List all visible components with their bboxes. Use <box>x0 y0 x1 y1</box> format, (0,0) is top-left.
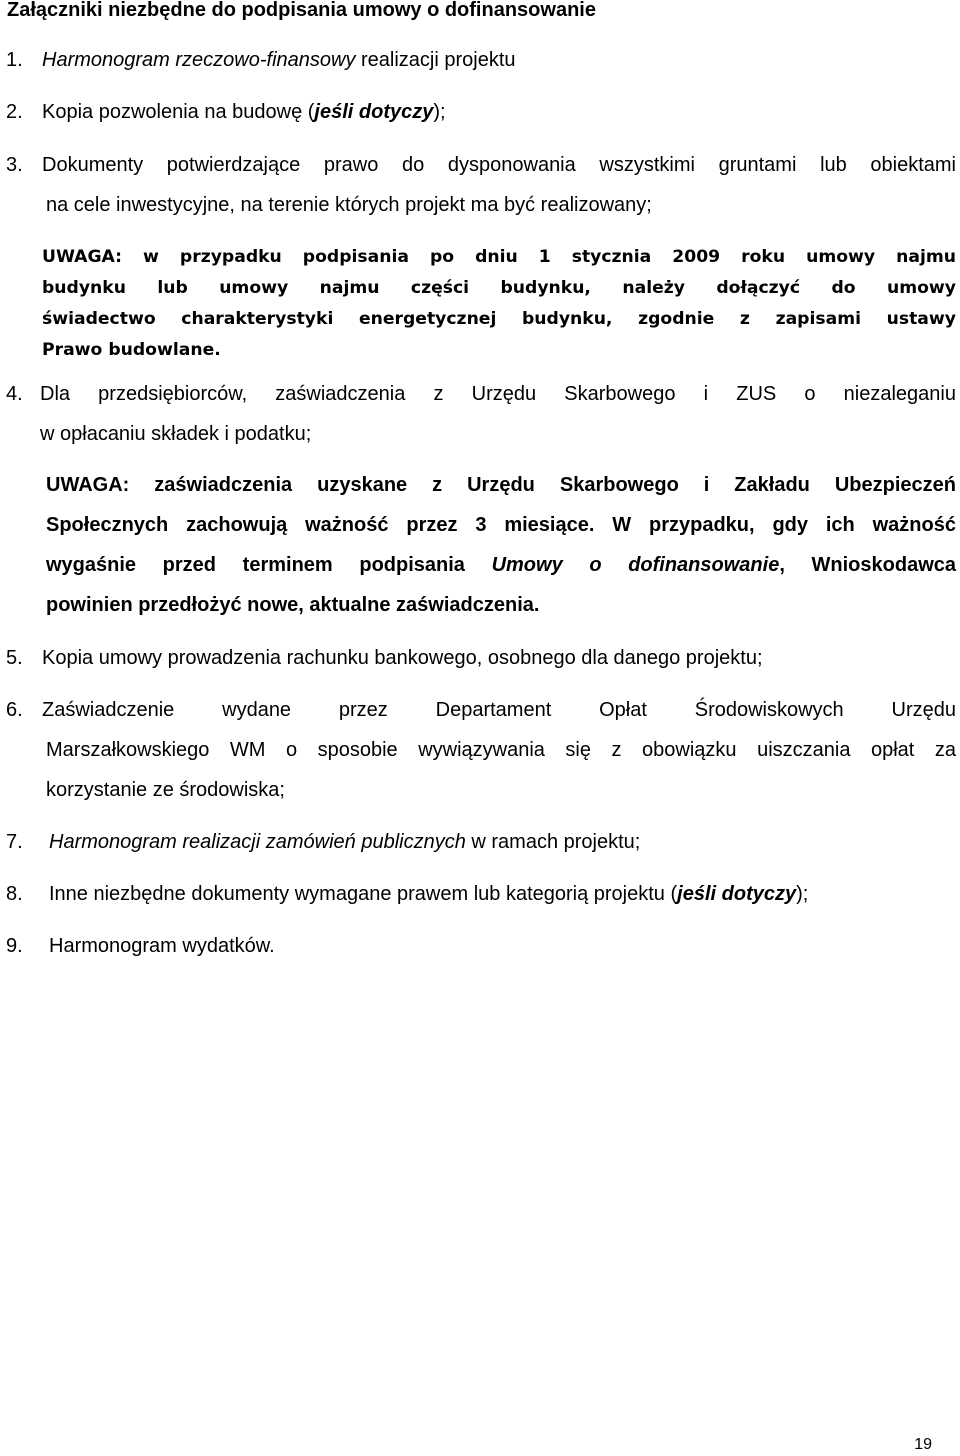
list-item-number: 9. <box>6 935 23 957</box>
list-item-text <box>42 49 516 72</box>
list-item-line-2: w opłacaniu składek i podatku; <box>40 423 312 445</box>
list-item-line-2: na cele inwestycyjne, na terenie których projekt ma być realizowany; <box>46 194 652 216</box>
list-item-number: 8. <box>6 883 23 905</box>
list-item-rest: realizacji projektu <box>355 49 516 71</box>
list-item-line-1: Dla przedsiębiorców, zaświadczenia z Urzędu Skarbowego i ZUS o niezaleganiu <box>40 383 956 405</box>
list-item-post: ); <box>796 883 809 905</box>
list-item-line-3: korzystanie ze środowiska; <box>46 779 285 801</box>
list-item-text <box>42 101 446 124</box>
list-item-pre: Inne niezbędne dokumenty wymagane prawem lub kategorią projektu ( <box>49 883 678 905</box>
list-item-number: 2. <box>6 101 23 123</box>
list-item-number: 1. <box>6 49 23 71</box>
page-number: 19 <box>914 1436 932 1453</box>
document-title-italic: Harmonogram rzeczowo-finansowy <box>42 49 356 71</box>
list-item-number: 7. <box>6 831 23 853</box>
note-line-4: Prawo budowlane. <box>42 340 221 360</box>
page-title: Załączniki niezbędne do podpisania umowy o dofinansowanie <box>7 0 596 21</box>
list-item-number: 5. <box>6 647 23 669</box>
note-line-3: świadectwo charakterystyki energetycznej budynku, zgodnie z zapisami ustawy <box>42 309 956 329</box>
list-item-number: 6. <box>6 699 23 721</box>
note-line-1: UWAGA: w przypadku podpisania po dniu 1 stycznia 2009 roku umowy najmu <box>42 247 956 267</box>
list-item-rest: w ramach projektu; <box>465 831 641 853</box>
list-item-post: ); <box>433 101 446 123</box>
list-item-text <box>49 883 808 906</box>
list-item-number: 3. <box>6 154 23 176</box>
document-title-italic: Harmonogram realizacji zamówień publicznych <box>49 831 466 853</box>
note-line-3-pre: wygaśnie przed terminem podpisania <box>46 554 492 576</box>
list-item-number: 4. <box>6 383 23 405</box>
note-line-1: UWAGA: zaświadczenia uzyskane z Urzędu Skarbowego i Zakładu Ubezpieczeń <box>46 474 956 496</box>
note-line-3 <box>46 554 956 577</box>
list-item-line-1: Zaświadczenie wydane przez Departament Opłat Środowiskowych Urzędu <box>42 699 956 721</box>
list-item-line-1: Dokumenty potwierdzające prawo do dysponowania wszystkimi gruntami lub obiektami <box>42 154 956 176</box>
list-item-line-2: Marszałkowskiego WM o sposobie wywiązywania się z obowiązku uiszczania opłat za <box>46 739 956 761</box>
agreement-title-italic: Umowy o dofinansowanie <box>491 554 780 576</box>
list-item-text <box>49 831 640 854</box>
note-line-2: Społecznych zachowują ważność przez 3 miesiące. W przypadku, gdy ich ważność <box>46 514 956 536</box>
note-line-3-post: , Wnioskodawca <box>779 554 957 576</box>
note-line-2: budynku lub umowy najmu części budynku, należy dołączyć do umowy <box>42 278 956 298</box>
list-item-text: Harmonogram wydatków. <box>49 935 275 957</box>
list-item-text: Kopia umowy prowadzenia rachunku bankowego, osobnego dla danego projektu; <box>42 647 763 669</box>
if-applicable-emphasis: jeśli dotyczy <box>314 101 434 123</box>
if-applicable-emphasis: jeśli dotyczy <box>677 883 797 905</box>
note-line-4: powinien przedłożyć nowe, aktualne zaświadczenia. <box>46 594 540 616</box>
list-item-pre: Kopia pozwolenia na budowę ( <box>42 101 315 123</box>
